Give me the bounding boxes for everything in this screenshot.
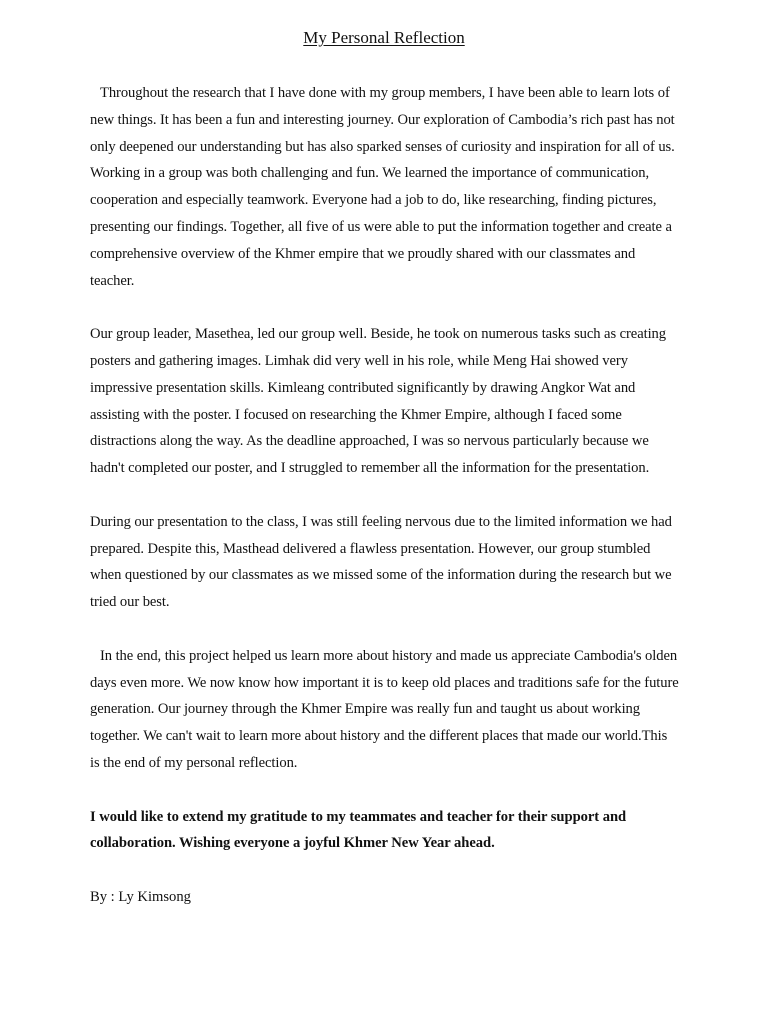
paragraph-gratitude: I would like to extend my gratitude to my teammates and teacher for their support and collaboration. Wishing everyone a joyful Khmer New Year ahead. <box>90 808 627 852</box>
paragraph-group-roles: Our group leader, Masethea, led our group well. Beside, he took on numerous tasks such as creating posters and gathering images. Limhak did very well in his role, while Meng Hai showed very impressive presentation skills. Kimleang contributed significantly by drawing Angkor Wat and assisting with the poster. I focused on researching the Khmer Empire, although I faced some distractions along the way. As the deadline approached, I was so nervous particularly because we hadn't completed our poster, and I struggled to remember all the information for the presentation. <box>90 326 666 477</box>
paragraph-conclusion: In the end, this project helped us learn more about history and made us appreciate Cambodia's olden days even more. We now know how important it is to keep old places and traditions safe for the future generation. Our journey through the Khmer Empire was really fun and taught us about working together. We can't wait to learn more about history and the different places that made our world.This is the end of my personal reflection. <box>90 647 679 771</box>
signature-line: By : Ly Kimsong <box>90 888 191 905</box>
page-title: My Personal Reflection <box>303 28 465 47</box>
paragraph-presentation: During our presentation to the class, I was still feeling nervous due to the limited information we had prepared. Despite this, Masthead delivered a flawless presentation. However, our group stumbled when questioned by our classmates as we missed some of the information during the research but we tried our best. <box>90 513 672 611</box>
paragraph-intro: Throughout the research that I have done with my group members, I have been able to learn lots of new things. It has been a fun and interesting journey. Our exploration of Cambodia’s rich past has not only deepened our understanding but has also sparked senses of curiosity and inspiration for all of us. Working in a group was both challenging and fun. We learned the importance of communication, cooperation and especially teamwork. Everyone had a job to do, like researching, finding pictures, presenting our findings. Together, all five of us were able to put the information together and create a comprehensive overview of the Khmer empire that we proudly shared with our classmates and teacher. <box>90 85 675 289</box>
document-body <box>90 80 680 911</box>
